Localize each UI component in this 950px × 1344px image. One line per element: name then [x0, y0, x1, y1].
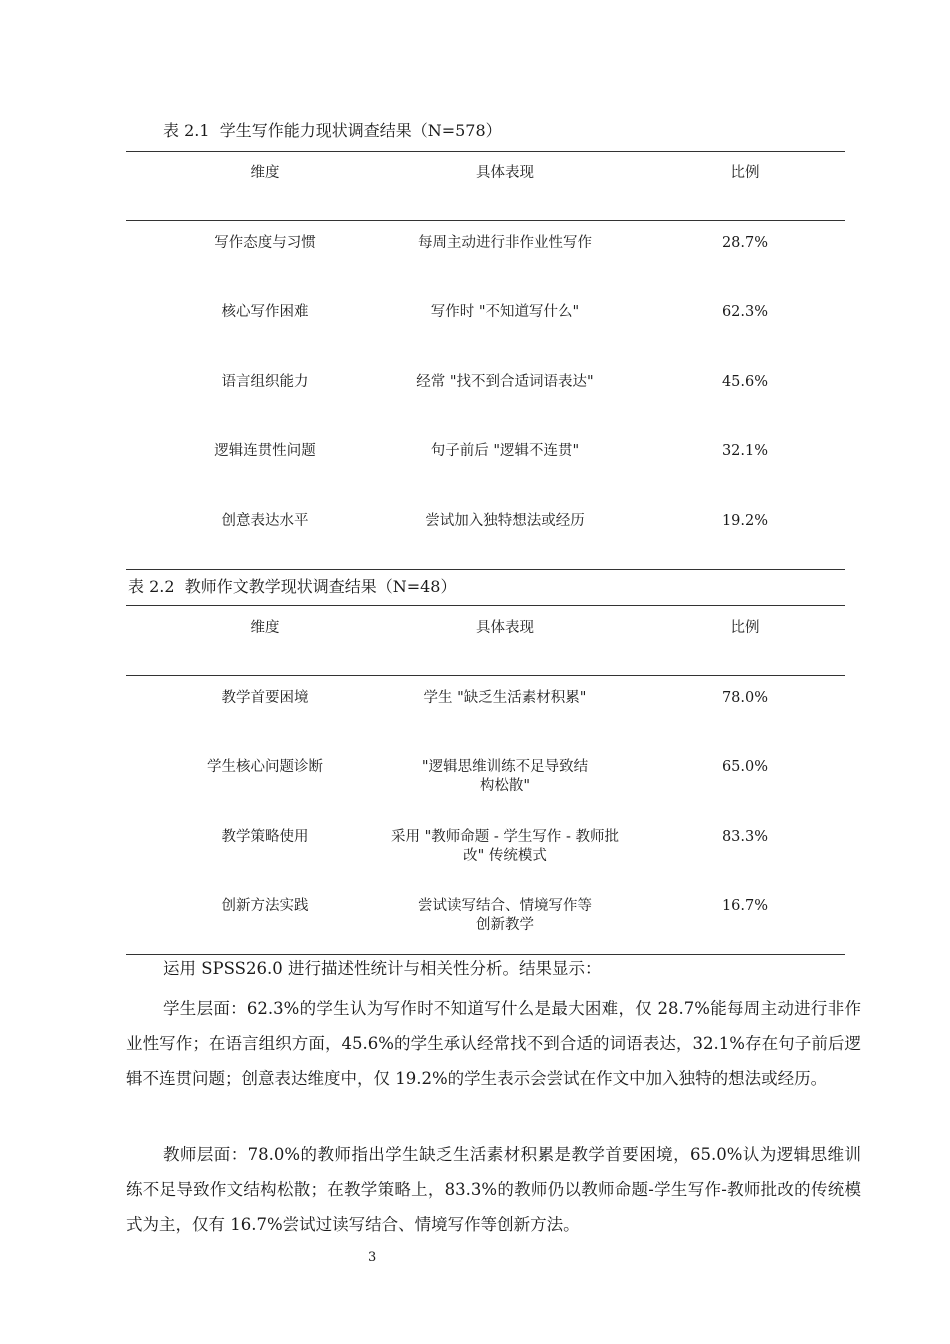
page-number: 3: [368, 1250, 377, 1265]
table1-bottom-rule: [126, 569, 845, 570]
table1-header-ratio: 比例: [730, 165, 760, 181]
student-findings-paragraph: 学生层面：62.3%的学生认为写作时不知道写什么是最大困难，仅 28.7%能每周主动进行非作业性写作；在语言组织方面，45.6%的学生承认经常找不到合适的词语表达，32.1%存在句子前后逻辑不连贯问题；创意表达维度中，仅 19.2%的学生表示会尝试在作文中加入独特的想法或经历。: [126, 999, 861, 1088]
table1-row4-dimension: 逻辑连贯性问题: [214, 443, 316, 459]
teacher-findings-paragraph: 教师层面：78.0%的教师指出学生缺乏生活素材积累是教学首要困境，65.0%认为逻辑思维训练不足导致作文结构松散；在教学策略上，83.3%的教师仍以教师命题-学生写作-教师批改的传统模式为主，仅有 16.7%尝试过读写结合、情境写作等创新方法。: [126, 1145, 861, 1234]
table1-header-performance: 具体表现: [476, 165, 534, 181]
table1-row2-performance: 写作时 "不知道写什么": [430, 304, 580, 320]
table2-header-performance: 具体表现: [476, 620, 534, 636]
table2-row4-performance: 尝试读写结合、情境写作等创新教学: [418, 898, 592, 933]
table2-row2-ratio: 65.0%: [721, 759, 769, 775]
table1-row3-dimension: 语言组织能力: [221, 374, 309, 390]
table1-row4-performance: 句子前后 "逻辑不连贯": [430, 443, 580, 459]
table2-row1-ratio: 78.0%: [721, 690, 769, 706]
table2-row3-performance: 采用 "教师命题 - 学生写作 - 教师批改" 传统模式: [390, 829, 619, 864]
table1-row1-performance: 每周主动进行非作业性写作: [418, 235, 592, 251]
table1-row2-dimension: 核心写作困难: [221, 304, 309, 320]
table1-header-dimension: 维度: [250, 165, 280, 181]
table2-row3-dimension: 教学策略使用: [221, 829, 309, 845]
table2-top-rule: [126, 605, 845, 606]
table1-header-rule: [126, 220, 845, 221]
table2-row4-dimension: 创新方法实践: [221, 898, 309, 914]
table1-row4-ratio: 32.1%: [721, 443, 769, 459]
table1-row3-performance: 经常 "找不到合适词语表达": [416, 374, 594, 390]
table2-header-ratio: 比例: [730, 620, 760, 636]
table2-header-rule: [126, 675, 845, 676]
table1-row5-performance: 尝试加入独特想法或经历: [425, 513, 585, 529]
table2-row2-dimension: 学生核心问题诊断: [207, 759, 323, 775]
method-paragraph: 运用 SPSS26.0 进行描述性统计与相关性分析。结果显示：: [163, 959, 602, 978]
table1-row5-dimension: 创意表达水平: [221, 513, 309, 529]
table2-row3-ratio: 83.3%: [721, 829, 769, 845]
table1-top-rule: [126, 151, 845, 152]
table2-row1-dimension: 教学首要困境: [221, 690, 309, 706]
table1-row1-ratio: 28.7%: [721, 235, 769, 251]
table1-row2-ratio: 62.3%: [721, 304, 769, 320]
table2-header-dimension: 维度: [250, 620, 280, 636]
table1-row1-dimension: 写作态度与习惯: [214, 235, 316, 251]
table2-row4-ratio: 16.7%: [721, 898, 769, 914]
table2-row2-performance: "逻辑思维训练不足导致结构松散": [421, 759, 589, 794]
table1-row3-ratio: 45.6%: [721, 374, 769, 390]
table2-caption: 表 2.2 教师作文教学现状调查结果（N=48）: [128, 577, 457, 596]
table2-row1-performance: 学生 "缺乏生活素材积累": [423, 690, 587, 706]
table1-row5-ratio: 19.2%: [721, 513, 769, 529]
table1-caption: 表 2.1 学生写作能力现状调查结果（N=578）: [163, 121, 502, 140]
